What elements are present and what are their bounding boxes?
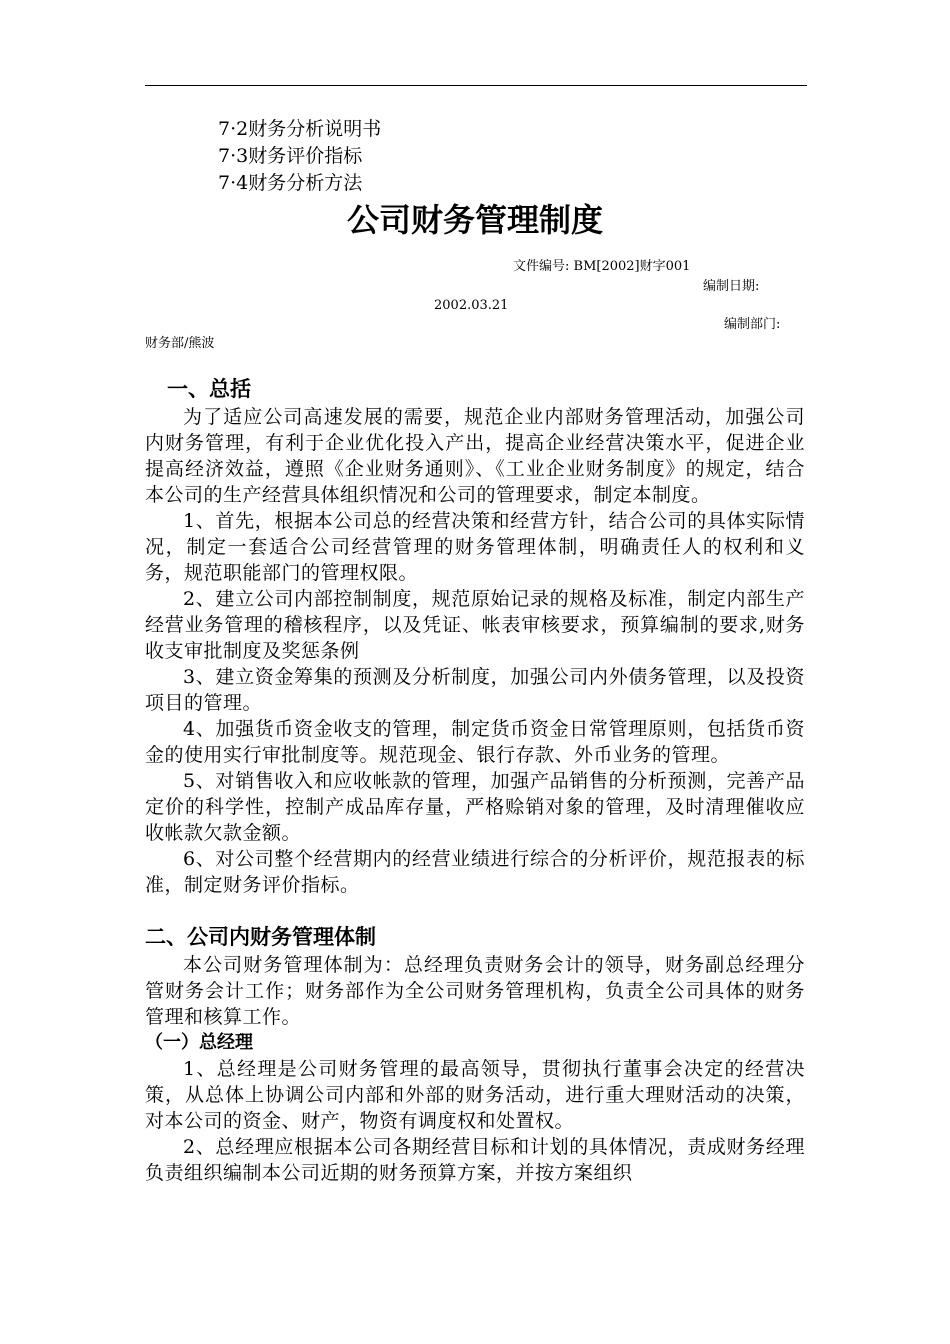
paragraph: 本公司财务管理体制为：总经理负责财务会计的领导，财务副总经理分管财务会计工作；财务部作为全公司财务管理机构，负责全公司具体的财务管理和核算工作。 xyxy=(145,954,805,1028)
document-title: 公司财务管理制度 xyxy=(346,201,603,239)
date-label: 编制日期: xyxy=(703,279,760,294)
paragraph: 3、建立资金筹集的预测及分析制度，加强公司内外债务管理，以及投资项目的管理。 xyxy=(145,666,805,714)
date-value: 2002.03.21 xyxy=(434,298,509,313)
toc-item-7-4: 7·4财务分析方法 xyxy=(218,172,363,194)
dept-label: 编制部门: xyxy=(724,317,781,332)
paragraph: 为了适应公司高速发展的需要，规范企业内部财务管理活动，加强公司内财务管理，有利于企业优化投入产出，提高企业经营决策水平，促进企业提高经济效益，遵照《企业财务通则》、《工业企业财务制度》的规定，结合本公司的生产经营具体组织情况和公司的管理要求，制定本制度。 xyxy=(145,406,805,506)
paragraph: 1、总经理是公司财务管理的最高领导，贯彻执行董事会决定的经营决策，从总体上协调公司内部和外部的财务活动，进行重大理财活动的决策，对本公司的资金、财产，物资有调度权和处置权。 xyxy=(145,1058,805,1132)
file-number: 文件编号: BM[2002]财字001 xyxy=(513,259,691,274)
paragraph: 6、对公司整个经营期内的经营业绩进行综合的分析评价，规范报表的标准，制定财务评价指标。 xyxy=(145,848,805,896)
toc-item-7-2: 7·2财务分析说明书 xyxy=(218,118,382,140)
toc-item-7-3: 7·3财务评价指标 xyxy=(218,145,363,167)
document-body xyxy=(145,374,805,1186)
paragraph: 2、建立公司内部控制制度，规范原始记录的规格及标准，制定内部生产经营业务管理的稽核程序，以及凭证、帐表审核要求，预算编制的要求,财务收支审批制度及奖惩条例 xyxy=(145,588,805,662)
dept-value: 财务部/熊波 xyxy=(145,336,215,351)
sub-heading-general-manager: （一）总经理 xyxy=(145,1032,253,1053)
header-rule xyxy=(145,85,807,86)
paragraph: 4、加强货币资金收支的管理，制定货币资金日常管理原则，包括货币资金的使用实行审批制度等。规范现金、银行存款、外币业务的管理。 xyxy=(145,718,805,766)
section-heading-general: 一、总括 xyxy=(167,377,251,401)
paragraph: 1、首先，根据本公司总的经营决策和经营方针，结合公司的具体实际情况，制定一套适合公司经营管理的财务管理体制，明确责任人的权利和义务，规范职能部门的管理权限。 xyxy=(145,510,805,584)
paragraph: 2、总经理应根据本公司各期经营目标和计划的具体情况，责成财务经理负责组织编制本公司近期的财务预算方案，并按方案组织 xyxy=(145,1136,805,1184)
section-general-body xyxy=(145,404,805,898)
section-heading-finance-system: 二、公司内财务管理体制 xyxy=(145,925,376,949)
paragraph: 5、对销售收入和应收帐款的管理，加强产品销售的分析预测，完善产品定价的科学性，控制产成品库存量，严格赊销对象的管理，及时清理催收应收帐款欠款金额。 xyxy=(145,770,805,844)
